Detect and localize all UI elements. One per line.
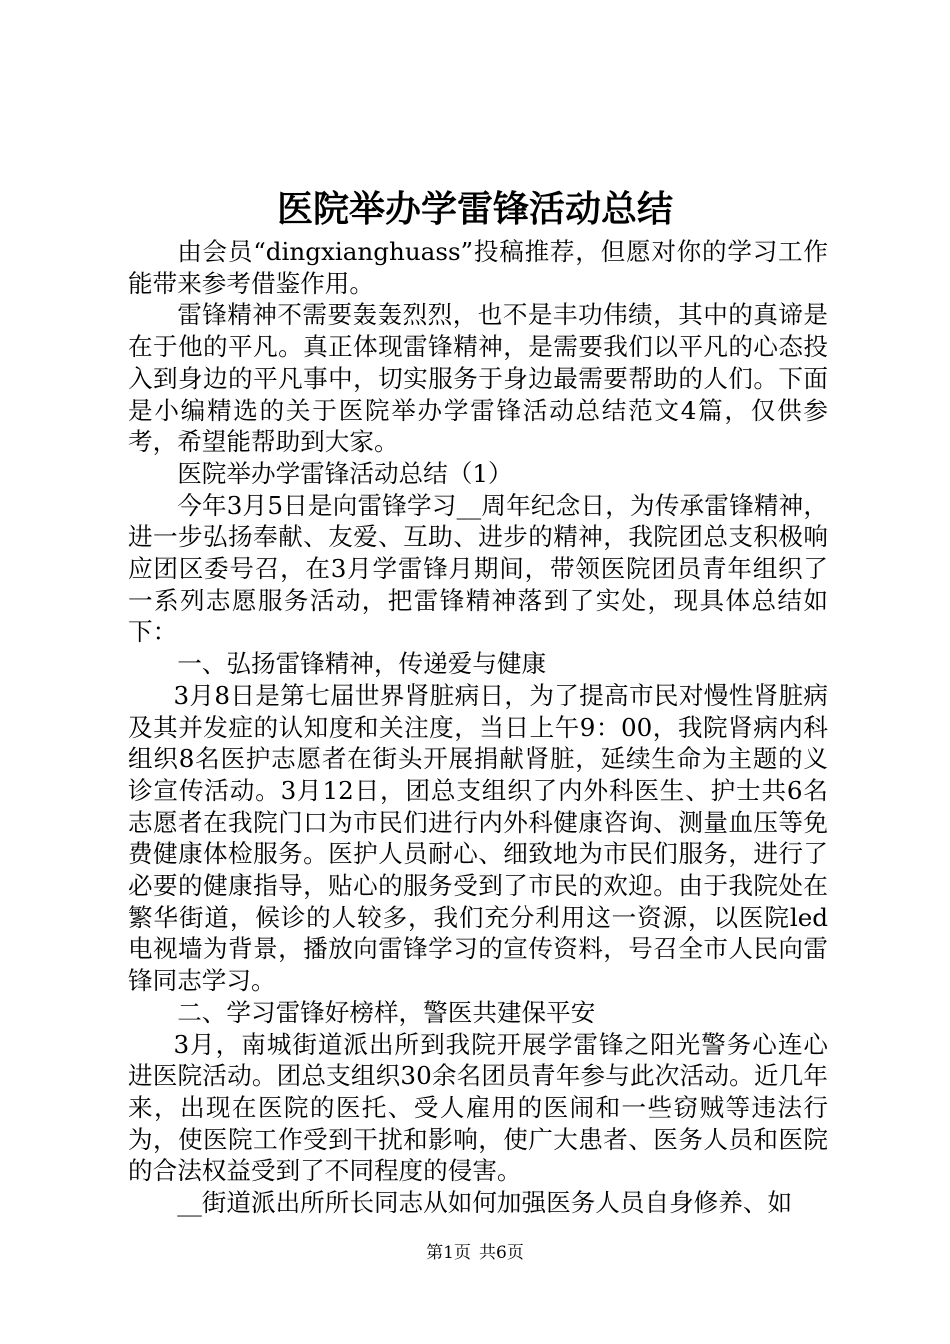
page-footer [0, 1241, 950, 1265]
intro-paragraph: 由会员“dingxianghuass”投稿推荐，但愿对你的学习工作能带来参考借鉴作用。 [128, 237, 828, 298]
summary-paragraph: 雷锋精神不需要轰轰烈烈，也不是丰功伟绩，其中的真谛是在于他的平凡。真正体现雷锋精神，是需要我们以平凡的心态投入到身边的平凡事中，切实服务于身边最需要帮助的人们。下面是小编精选的关于医院举办学雷锋活动总结范文4篇，仅供参考，希望能帮助到大家。 [128, 300, 828, 457]
document-body [128, 236, 828, 1219]
section-heading: 二、学习雷锋好榜样，警医共建保平安 [177, 997, 596, 1027]
section-heading: 医院举办学雷锋活动总结（1） [177, 458, 513, 488]
body-paragraph: 3月8日是第七届世界肾脏病日，为了提高市民对慢性肾脏病及其并发症的认知度和关注度，当日上午9：00，我院肾病内科组织8名医护志愿者在街头开展捐献肾脏，延续生命为主题的义诊宣传活动。3月12日，团总支组织了内外科医生、护士共6名志愿者在我院门口为市民们进行内外科健康咨询、测量血压等免费健康体检服务。医护人员耐心、细致地为市民们服务，进行了必要的健康指导，贴心的服务受到了市民的欢迎。由于我院处在繁华街道，候诊的人较多，我们充分利用这一资源，以医院led电视墙为背景，播放向雷锋学习的宣传资料，号召全市人民向雷锋同志学习。 [128, 680, 828, 996]
page-total: 共6页 [479, 1243, 524, 1263]
body-paragraph: __街道派出所所长同志从如何加强医务人员自身修养、如 [177, 1188, 793, 1218]
page-number: 第1页 [426, 1243, 471, 1263]
document-title: 医院举办学雷锋活动总结 [276, 188, 673, 230]
section-heading: 一、弘扬雷锋精神，传递爱与健康 [177, 649, 547, 679]
body-paragraph: 3月，南城街道派出所到我院开展学雷锋之阳光警务心连心进医院活动。团总支组织30余名团员青年参与此次活动。近几年来，出现在医院的医托、受人雇用的医闹和一些窃贼等违法行为，使医院工作受到干扰和影响，使广大患者、医务人员和医院的合法权益受到了不同程度的侵害。 [128, 1029, 828, 1186]
body-paragraph: 今年3月5日是向雷锋学习__周年纪念日，为传承雷锋精神，进一步弘扬奉献、友爱、互助、进步的精神，我院团总支积极响应团区委号召，在3月学雷锋月期间，带领医院团员青年组织了一系列志愿服务活动，把雷锋精神落到了实处，现具体总结如下： [128, 490, 828, 647]
